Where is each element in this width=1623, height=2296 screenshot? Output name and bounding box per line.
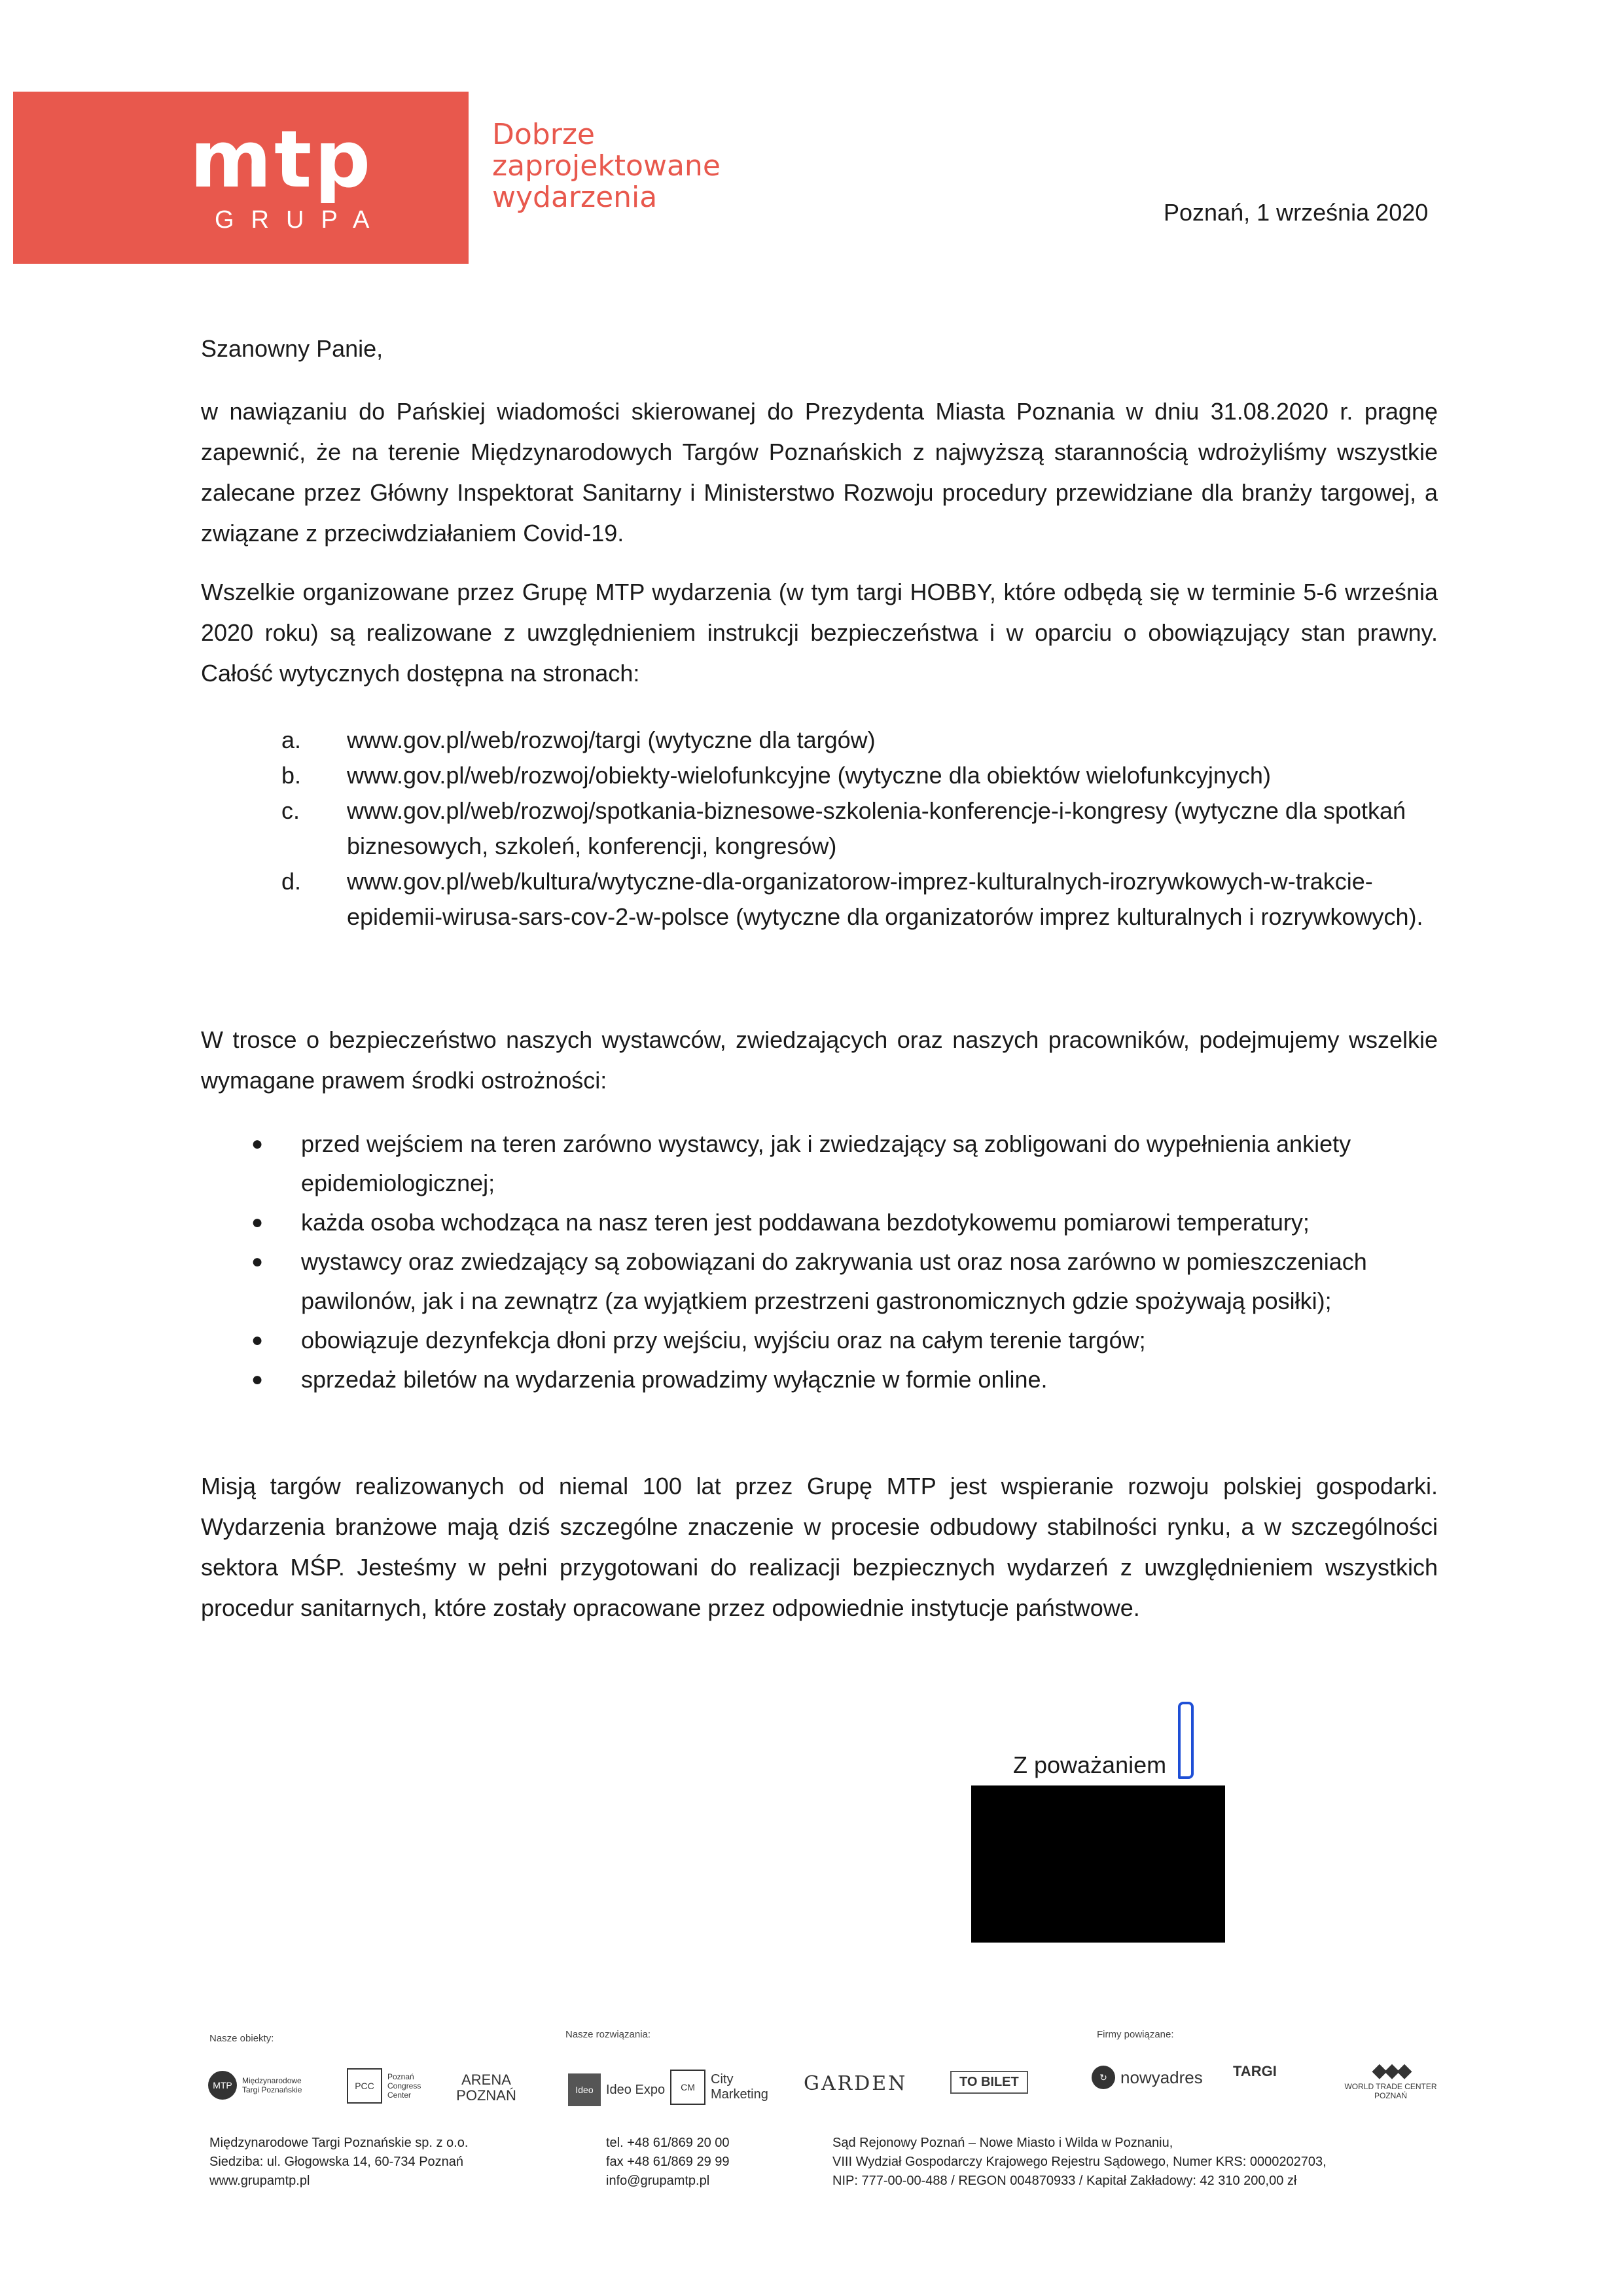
link-text: www.gov.pl/web/kultura/wytyczne-dla-organizatorow-imprez-kulturalnych-irozrywkowych-w-trakcie-epidemii-wirusa-sars-cov-2-w-polsce (wytyczne dla organizatorów imprez kulturalnych i rozrywkowych). <box>347 868 1423 930</box>
company-name: Międzynarodowe Targi Poznańskie sp. z o.o. <box>209 2136 469 2150</box>
footer-registry <box>832 2134 1327 2191</box>
bullet-text: wystawcy oraz zwiedzający są zobowiązani do zakrywania ust oraz nosa zarówno w pomieszczeniach pawilonów, jak i na zewnątrz (za wyjątkiem przestrzeni gastronomicznych gdzie spożywają posiłki); <box>301 1248 1367 1314</box>
tagline-line: Dobrze <box>492 118 595 151</box>
tagline-line: wydarzenia <box>492 181 658 214</box>
logo-subtitle: GRUPA <box>215 206 387 234</box>
footer-solutions-label: Nasze rozwiązania: <box>565 2029 651 2040</box>
link-list <box>281 723 1440 935</box>
bullet-text: sprzedaż biletów na wydarzenia prowadzimy wyłącznie w formie online. <box>301 1366 1048 1393</box>
list-item <box>281 723 1440 758</box>
paragraph-2: Wszelkie organizowane przez Grupę MTP wydarzenia (w tym targi HOBBY, które odbędą się w terminie 5-6 września 2020 roku) są realizowane z uwzględnieniem instrukcji bezpieczeństwa i w oparciu o obowiązujący stan prawny. Całość wytycznych dostępna na stronach: <box>201 579 1438 687</box>
targi-logo: TARGI <box>1233 2063 1277 2079</box>
footer-related-label: Firmy powiązane: <box>1097 2029 1174 2040</box>
paragraph-3: W trosce o bezpieczeństwo naszych wystawców, zwiedzających oraz naszych pracowników, podejmujemy wszelkie wymagane prawem środki ostrożności: <box>201 1026 1438 1094</box>
link-text: www.gov.pl/web/rozwoj/targi (wytyczne dla targów) <box>347 726 876 753</box>
greeting: Szanowny Panie, <box>201 335 383 362</box>
nowyadres-logo <box>1092 2066 1203 2089</box>
registry-line: VIII Wydział Gospodarczy Krajowego Rejestru Sądowego, Numer KRS: 0000202703, <box>832 2155 1327 2169</box>
list-item <box>249 1360 1440 1399</box>
nowyadres-icon: ↻ <box>1092 2066 1115 2089</box>
list-item <box>281 793 1440 864</box>
logo-label: Poznań Congress Center <box>387 2072 421 2100</box>
registry-line: NIP: 777-00-00-488 / REGON 004870933 / Kapitał Zakładowy: 42 310 200,00 zł <box>832 2174 1297 2188</box>
ideo-icon: Ideo <box>568 2073 601 2106</box>
link-text: www.gov.pl/web/rozwoj/spotkania-biznesowe-szkolenia-konferencje-i-kongresy (wytyczne dla spotkań biznesowych, szkoleń, konferencji, kongresów) <box>347 797 1406 859</box>
contact-email: info@grupamtp.pl <box>606 2174 710 2188</box>
list-item <box>249 1124 1440 1203</box>
company-website: www.grupamtp.pl <box>209 2174 310 2188</box>
logo-label: Międzynarodowe Targi Poznańskie <box>242 2076 302 2094</box>
footer-contact <box>606 2134 730 2191</box>
logo-label: City Marketing <box>711 2072 768 2102</box>
signoff: Z poważaniem <box>1013 1751 1167 1778</box>
tagline <box>492 119 721 213</box>
contact-phone: tel. +48 61/869 20 00 <box>606 2136 730 2150</box>
list-marker: d. <box>281 868 302 895</box>
city-marketing-logo <box>670 2070 776 2105</box>
bullet-icon: ● <box>251 1133 264 1155</box>
bullet-list <box>249 1124 1440 1399</box>
bullet-text: przed wejściem na teren zarówno wystawcy, jak i zwiedzający są zobligowani do wypełnienia ankiety epidemiologicznej; <box>301 1130 1351 1196</box>
list-marker: b. <box>281 762 302 789</box>
mtp-icon: MTP <box>208 2071 237 2100</box>
bullet-text: obowiązuje dezynfekcja dłoni przy wejściu, wyjściu oraz na całym terenie targów; <box>301 1327 1146 1354</box>
redacted-signature <box>971 1785 1225 1943</box>
list-item <box>281 864 1440 935</box>
paragraph-1: w nawiązaniu do Pańskiej wiadomości skierowanej do Prezydenta Miasta Poznania w dniu 31.08.2020 r. pragnę zapewnić, że na terenie Międzynarodowych Targów Poznańskich z najwyższą starannością wdrożyliśmy wszystkie zalecane przez Główny Inspektorat Sanitarny i Ministerstwo Rozwoju procedury przewidziane dla branży targowej, a związane z przeciwdziałaniem Covid-19. <box>201 398 1438 547</box>
bullet-icon: ● <box>251 1251 264 1272</box>
arena-logo: ARENA POZNAŃ <box>456 2072 516 2104</box>
list-item <box>249 1203 1440 1242</box>
logo-label: nowyadres <box>1120 2067 1203 2087</box>
list-item <box>249 1242 1440 1321</box>
link-text: www.gov.pl/web/rozwoj/obiekty-wielofunkcyjne (wytyczne dla obiektów wielofunkcyjnych) <box>347 762 1271 789</box>
tagline-line: zaprojektowane <box>492 149 721 183</box>
bullet-text: każda osoba wchodząca na nasz teren jest poddawana bezdotykowemu pomiarowi temperatury; <box>301 1209 1310 1236</box>
tobilet-logo: TO BILET <box>950 2071 1028 2094</box>
letter-date: Poznań, 1 września 2020 <box>1164 199 1429 226</box>
contact-fax: fax +48 61/869 29 99 <box>606 2155 730 2169</box>
wtc-icon: ◆◆◆ <box>1372 2060 1410 2081</box>
company-address: Siedziba: ul. Głogowska 14, 60-734 Poznań <box>209 2155 464 2169</box>
ideo-expo-logo <box>568 2073 665 2106</box>
registry-line: Sąd Rejonowy Poznań – Nowe Miasto i Wilda w Poznaniu, <box>832 2136 1173 2150</box>
list-marker: a. <box>281 726 302 753</box>
mtp-venue-logo <box>208 2071 314 2100</box>
pcc-icon: PCC <box>347 2068 382 2104</box>
logo-label: Ideo Expo <box>606 2082 666 2097</box>
footer-company <box>209 2134 468 2191</box>
wtc-logo <box>1335 2059 1446 2100</box>
city-icon: CM <box>670 2070 705 2105</box>
bullet-icon: ● <box>251 1369 264 1390</box>
paragraph-4: Misją targów realizowanych od niemal 100 lat przez Grupę MTP jest wspieranie rozwoju polskiej gospodarki. Wydarzenia branżowe mają dziś szczególne znaczenie w procesie odbudowy stabilności rynku, a w szczególności sektora MŚP. Jesteśmy w pełni przygotowani do realizacji bezpiecznych wydarzeń z uwzględnieniem wszystkich procedur sanitarnych, które zostały opracowane przez odpowiednie instytucje państwowe. <box>201 1473 1438 1621</box>
logo-text: mtp <box>190 115 374 206</box>
logo-label: WORLD TRADE CENTER POZNAŃ <box>1344 2082 1437 2100</box>
congress-center-logo <box>347 2068 433 2104</box>
bullet-icon: ● <box>251 1211 264 1233</box>
garden-logo: GARDEN <box>804 2072 908 2095</box>
bullet-icon: ● <box>251 1329 264 1351</box>
signature-mark <box>1178 1702 1194 1779</box>
footer-objects-label: Nasze obiekty: <box>209 2033 274 2044</box>
list-item <box>281 758 1440 793</box>
list-marker: c. <box>281 797 300 824</box>
list-item <box>249 1321 1440 1360</box>
